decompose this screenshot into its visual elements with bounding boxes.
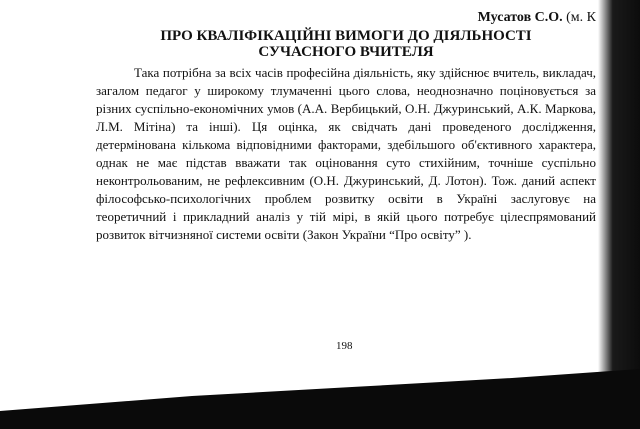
scan-edge-right bbox=[598, 0, 640, 429]
document-page bbox=[96, 10, 596, 370]
body-paragraph: Така потрібна за всіх часів професійна діяльність, яку здійснює вчитель, викладач, загалом педагог у широкому тлумаченні цього слова, неоднозначно поціновується за різних суспільно-економічних умов (А.А. Вербицький, О.Н. Джуринський, А.К. Маркова, Л.М. Мітіна) та інші). Ця оцінка, як свідчать дані проведеного дослідження, детермінована кількома відповідними факторами, здебільшого об'єктивного характера, однак не має підстав вважати так оціновання суто стихійним, точніше суспільно неконтрольованим, не рефлексивним (О.Н. Джуринський, Д. Лотон). Тож. даний аспект філософсько-психологічних проблем розвитку освіти в Україні заслуговує на теоретичний і прикладний аналіз у тій мірі, в якій цього потребує цілеспрямований розвиток вітчизняної системи освіти (Закон України “Про освіту” ). bbox=[96, 65, 596, 242]
author-city: (м. К bbox=[566, 10, 596, 25]
article-title bbox=[96, 28, 596, 60]
title-line-2: СУЧАСНОГО ВЧИТЕЛЯ bbox=[258, 44, 434, 60]
author-line bbox=[96, 10, 596, 26]
author-name: Мусатов С.О. bbox=[477, 10, 563, 25]
page-number: 198 bbox=[336, 340, 353, 352]
scan-edge-bottom bbox=[0, 369, 640, 429]
title-line-1: ПРО КВАЛІФІКАЦІЙНІ ВИМОГИ ДО ДІЯЛЬНОСТІ bbox=[160, 28, 532, 44]
